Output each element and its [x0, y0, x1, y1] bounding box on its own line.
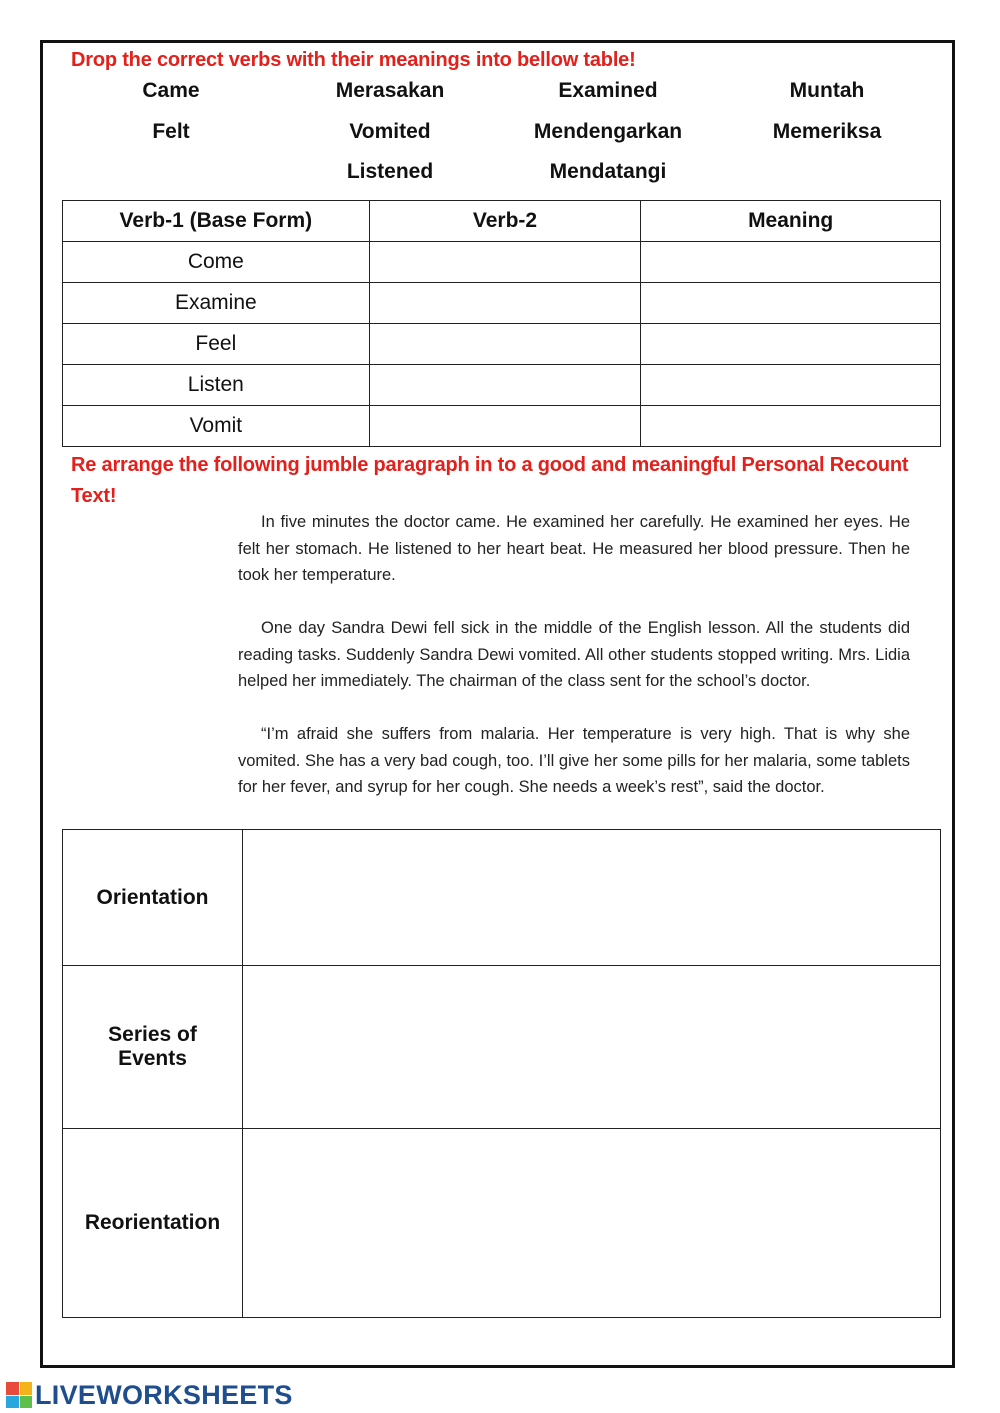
logo-icon — [6, 1382, 32, 1408]
verb2-drop-zone[interactable] — [369, 406, 641, 447]
column-header: Verb-1 (Base Form) — [63, 201, 370, 242]
base-form-cell: Come — [63, 242, 370, 283]
word-chip[interactable]: Mendatangi — [549, 160, 667, 183]
word-chip[interactable]: Memeriksa — [772, 120, 882, 143]
table-row — [63, 283, 941, 324]
base-form-cell: Vomit — [63, 406, 370, 447]
table-row — [63, 830, 941, 966]
meaning-drop-zone[interactable] — [641, 406, 941, 447]
base-form-cell: Examine — [63, 283, 370, 324]
table-row — [63, 324, 941, 365]
brand-name: LIVEWORKSHEETS — [35, 1379, 293, 1410]
meaning-drop-zone[interactable] — [641, 242, 941, 283]
table-row — [63, 1129, 941, 1318]
verb2-drop-zone[interactable] — [369, 365, 641, 406]
orientation-drop-zone[interactable] — [243, 830, 941, 966]
verb2-drop-zone[interactable] — [369, 283, 641, 324]
verb-table — [62, 200, 941, 447]
meaning-drop-zone[interactable] — [641, 283, 941, 324]
word-chip[interactable]: Listened — [346, 160, 434, 183]
column-header: Verb-2 — [369, 201, 641, 242]
series-of-events-label: Series of Events — [63, 966, 243, 1129]
series-of-events-drop-zone[interactable] — [243, 966, 941, 1129]
table-row — [63, 406, 941, 447]
table-row — [63, 242, 941, 283]
word-chip[interactable]: Vomited — [349, 120, 431, 143]
liveworksheets-logo[interactable] — [6, 1381, 293, 1409]
reorientation-label: Reorientation — [63, 1129, 243, 1318]
base-form-cell: Feel — [63, 324, 370, 365]
table-row — [63, 966, 941, 1129]
recount-structure-table — [62, 829, 941, 1318]
word-chip[interactable]: Came — [142, 79, 200, 102]
word-chip[interactable]: Muntah — [789, 79, 865, 102]
word-chip[interactable]: Felt — [152, 120, 190, 143]
verb-table-header-row — [63, 201, 941, 242]
table-row — [63, 365, 941, 406]
verb2-drop-zone[interactable] — [369, 242, 641, 283]
verb2-drop-zone[interactable] — [369, 324, 641, 365]
word-chip[interactable]: Examined — [558, 79, 658, 102]
column-header: Meaning — [641, 201, 941, 242]
meaning-drop-zone[interactable] — [641, 365, 941, 406]
instruction-drop-verbs: Drop the correct verbs with their meanings into bellow table! — [71, 49, 636, 71]
meaning-drop-zone[interactable] — [641, 324, 941, 365]
word-bank — [62, 76, 940, 196]
jumbled-paragraph[interactable]: In five minutes the doctor came. He examined her carefully. He examined her eyes. He felt her stomach. He listened to her heart beat. He measured her blood pressure. Then he took her temperature. — [238, 513, 910, 584]
word-chip[interactable]: Merasakan — [335, 79, 445, 102]
reorientation-drop-zone[interactable] — [243, 1129, 941, 1318]
jumbled-paragraph[interactable]: One day Sandra Dewi fell sick in the middle of the English lesson. All the students did reading tasks. Suddenly Sandra Dewi vomited. All other students stopped writing. Mrs. Lidia helped her immediately. The chairman of the class sent for the school’s doctor. — [238, 619, 910, 690]
base-form-cell: Listen — [63, 365, 370, 406]
instruction-rearrange: Re arrange the following jumble paragraph in to a good and meaningful Personal Recount Text! — [71, 454, 909, 507]
jumbled-paragraph[interactable]: “I’m afraid she suffers from malaria. Her temperature is very high. That is why she vomited. She has a very bad cough, too. I’ll give her some pills for her malaria, some tablets for her fever, and syrup for her cough. She needs a week’s rest”, said the doctor. — [238, 725, 910, 796]
word-chip[interactable]: Mendengarkan — [533, 120, 683, 143]
orientation-label: Orientation — [63, 830, 243, 966]
